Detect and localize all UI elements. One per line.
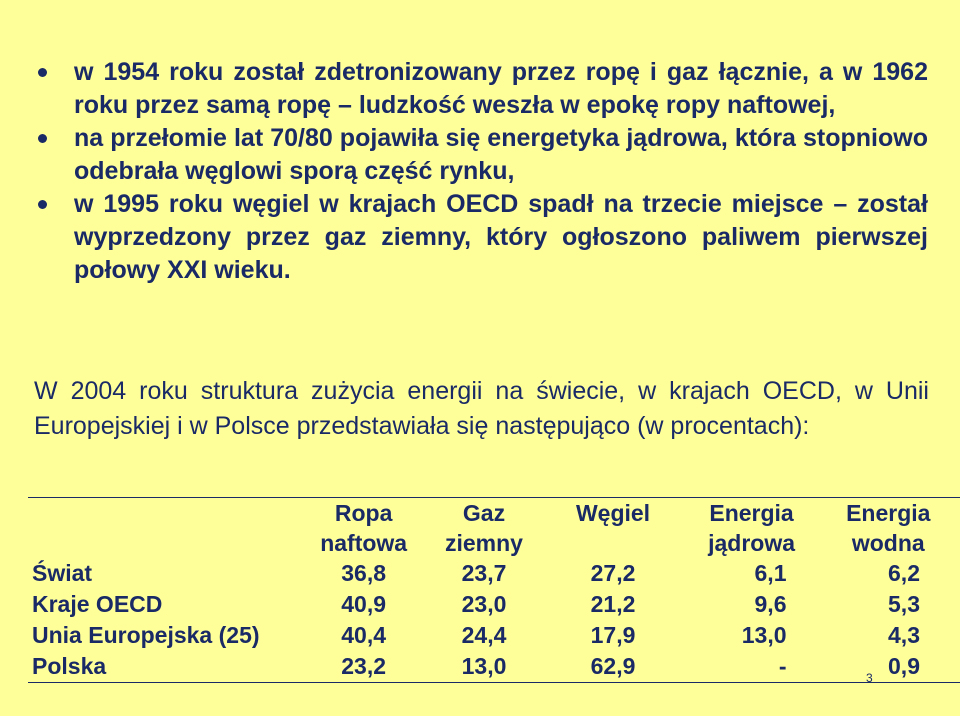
table-cell: 13,0 bbox=[741, 622, 787, 648]
table-cell: 0,9 bbox=[817, 651, 960, 683]
table-row bbox=[28, 651, 960, 683]
table-row bbox=[28, 589, 960, 620]
table-cell: 36,8 bbox=[341, 560, 387, 586]
header-energia-wodna: Energia wodna bbox=[817, 498, 960, 559]
header-wegiel: Węgiel bbox=[539, 498, 686, 559]
table-cell: 27,2 bbox=[590, 560, 636, 586]
table-cell: 17,9 bbox=[590, 622, 636, 648]
energy-structure-table bbox=[28, 497, 960, 683]
table-cell: - bbox=[687, 651, 817, 683]
table-cell: 21,2 bbox=[590, 591, 636, 617]
table-header-row bbox=[28, 498, 960, 559]
table-cell: 23,0 bbox=[461, 591, 507, 617]
header-empty bbox=[28, 498, 299, 559]
table-cell: 23,2 bbox=[299, 651, 429, 683]
header-gaz-ziemny: Gaz ziemny bbox=[429, 498, 540, 559]
table-cell: 9,6 bbox=[754, 591, 787, 617]
page-number: 3 bbox=[866, 671, 873, 685]
table-cell: 23,7 bbox=[461, 560, 507, 586]
intro-paragraph: W 2004 roku struktura zużycia energii na świecie, w krajach OECD, w Unii Europejskiej i w Polsce przedstawiała się następująco (w procentach): bbox=[34, 377, 929, 440]
row-label: Kraje OECD bbox=[32, 591, 163, 617]
bullet-item: w 1954 roku został zdetronizowany przez ropę i gaz łącznie, a w 1962 roku przez samą ropę – ludzkość weszła w epokę ropy naftowej, bbox=[38, 56, 928, 122]
bullet-item: w 1995 roku węgiel w krajach OECD spadł na trzecie miejsce – został wyprzedzony przez gaz ziemny, który ogłoszono paliwem pierwszej połowy XXI wieku. bbox=[38, 188, 928, 287]
table-cell: 13,0 bbox=[429, 651, 540, 683]
table-cell: 6,1 bbox=[754, 560, 787, 586]
table-cell: 62,9 bbox=[539, 651, 686, 683]
table-row bbox=[28, 558, 960, 589]
row-label: Świat bbox=[32, 560, 93, 586]
table-cell: 4,3 bbox=[888, 622, 920, 648]
row-label: Unia Europejska (25) bbox=[32, 622, 260, 648]
table-cell: 40,9 bbox=[341, 591, 387, 617]
table-row bbox=[28, 620, 960, 651]
header-energia-jadrowa: Energia jądrowa bbox=[687, 498, 817, 559]
table-cell: 6,2 bbox=[888, 560, 920, 586]
header-ropa-naftowa: Ropa naftowa bbox=[299, 498, 429, 559]
table-cell: 24,4 bbox=[461, 622, 507, 648]
bullet-list bbox=[38, 56, 928, 287]
table-cell: 40,4 bbox=[341, 622, 387, 648]
table-cell: 5,3 bbox=[888, 591, 920, 617]
row-label: Polska bbox=[28, 651, 299, 683]
bullet-item: na przełomie lat 70/80 pojawiła się energetyka jądrowa, która stopniowo odebrała węglowi sporą część rynku, bbox=[38, 122, 928, 188]
